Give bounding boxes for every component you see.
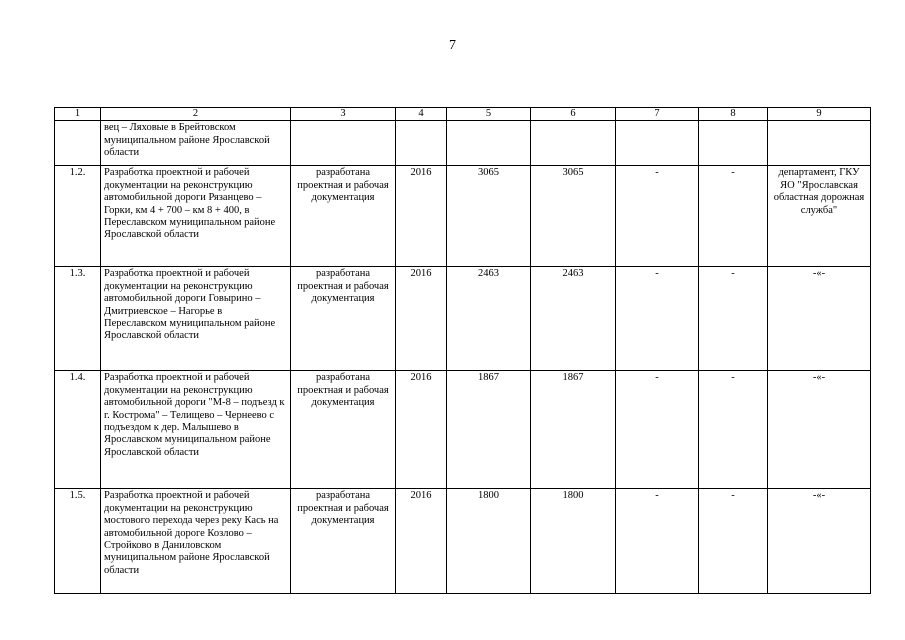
row-col6-cell: 2463	[531, 267, 616, 371]
header-cell: 9	[768, 108, 871, 121]
header-cell: 7	[616, 108, 699, 121]
row-name-cell: вец – Ляховые в Брейтовском муниципальном районе Ярославской области	[101, 121, 291, 166]
row-col7-cell	[616, 121, 699, 166]
row-name-cell: Разработка проектной и рабочей документации на реконструкцию мостового перехода через реку Кась на автомобильной дороге Козлово – Стройково в Даниловском муниципальном районе Ярославской области	[101, 489, 291, 594]
table-row	[55, 371, 871, 489]
row-col6-cell: 3065	[531, 166, 616, 267]
row-executor-cell: -«-	[768, 489, 871, 594]
row-number-cell: 1.5.	[55, 489, 101, 594]
row-year-cell: 2016	[396, 166, 447, 267]
table-row	[55, 267, 871, 371]
header-cell: 4	[396, 108, 447, 121]
row-name-cell: Разработка проектной и рабочей документации на реконструкцию автомобильной дороги Рязанцево – Горки, км 4 + 700 – км 8 + 400, в Переславском муниципальном районе Ярославской области	[101, 166, 291, 267]
row-number-cell: 1.4.	[55, 371, 101, 489]
table-row	[55, 166, 871, 267]
row-result-cell: разработана проектная и рабочая документация	[291, 489, 396, 594]
row-col5-cell: 3065	[447, 166, 531, 267]
header-cell: 3	[291, 108, 396, 121]
row-result-cell: разработана проектная и рабочая документация	[291, 166, 396, 267]
row-number-cell: 1.2.	[55, 166, 101, 267]
row-name-cell: Разработка проектной и рабочей документации на реконструкцию автомобильной дороги "М-8 – подъезд к г. Кострома" – Телищево – Чернеево с подъездом к дер. Малышево в Ярославском муниципальном районе Ярославской области	[101, 371, 291, 489]
row-name-cell: Разработка проектной и рабочей документации на реконструкцию автомобильной дороги Говырино – Дмитриевское – Нагорье в Переславском муниципальном районе Ярославской области	[101, 267, 291, 371]
row-col8-cell	[699, 121, 768, 166]
header-cell: 6	[531, 108, 616, 121]
header-cell: 8	[699, 108, 768, 121]
row-year-cell: 2016	[396, 371, 447, 489]
program-table	[54, 107, 871, 594]
row-col5-cell: 2463	[447, 267, 531, 371]
row-year-cell: 2016	[396, 267, 447, 371]
row-year-cell: 2016	[396, 489, 447, 594]
row-col8-cell: -	[699, 371, 768, 489]
page-number: 7	[449, 38, 456, 53]
row-number-cell: 1.3.	[55, 267, 101, 371]
row-executor-cell	[768, 121, 871, 166]
row-col7-cell: -	[616, 371, 699, 489]
row-result-cell: разработана проектная и рабочая документация	[291, 267, 396, 371]
table-row	[55, 121, 871, 166]
row-number-cell	[55, 121, 101, 166]
row-col6-cell	[531, 121, 616, 166]
header-cell: 5	[447, 108, 531, 121]
row-col5-cell: 1800	[447, 489, 531, 594]
row-result-cell: разработана проектная и рабочая документация	[291, 371, 396, 489]
row-col6-cell: 1800	[531, 489, 616, 594]
header-cell: 1	[55, 108, 101, 121]
header-cell: 2	[101, 108, 291, 121]
row-col7-cell: -	[616, 267, 699, 371]
row-executor-cell: -«-	[768, 267, 871, 371]
row-col8-cell: -	[699, 489, 768, 594]
row-col8-cell: -	[699, 166, 768, 267]
row-col6-cell: 1867	[531, 371, 616, 489]
row-year-cell	[396, 121, 447, 166]
row-executor-cell: департамент, ГКУ ЯО "Ярославская областная дорожная служба"	[768, 166, 871, 267]
row-col7-cell: -	[616, 489, 699, 594]
row-col7-cell: -	[616, 166, 699, 267]
row-col5-cell: 1867	[447, 371, 531, 489]
row-col5-cell	[447, 121, 531, 166]
row-result-cell	[291, 121, 396, 166]
table-row	[55, 489, 871, 594]
table-header-row	[55, 108, 871, 121]
row-col8-cell: -	[699, 267, 768, 371]
row-executor-cell: -«-	[768, 371, 871, 489]
